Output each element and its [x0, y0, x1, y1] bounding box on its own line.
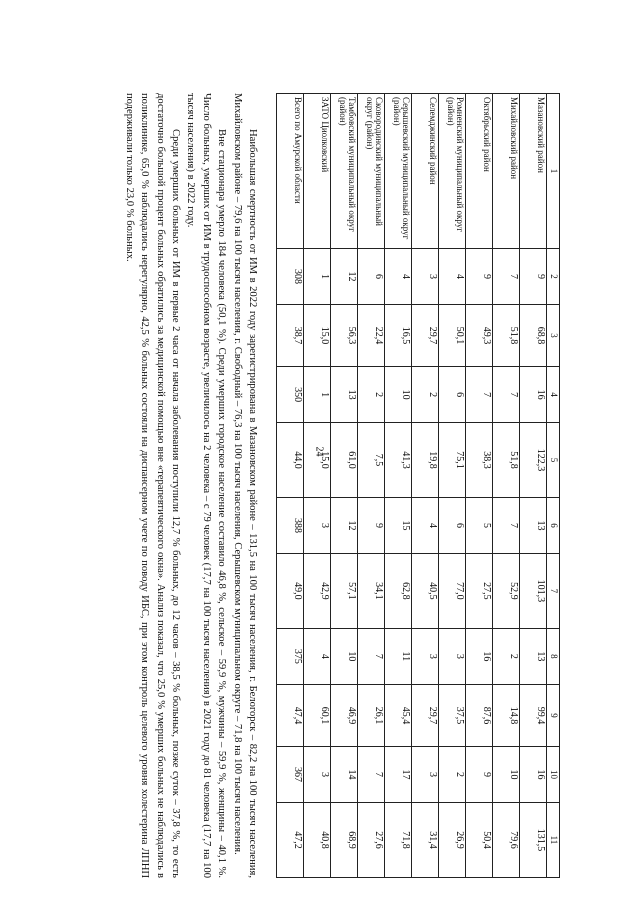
table-cell: 16: [466, 628, 493, 684]
table-cell: 68,9: [331, 802, 358, 877]
paragraph: Вне стационара умерло 184 человека (50,1 %). Среди умерших городское население составило 46,8 %, сельское – 59,9 %, мужчины – 59,9 %, женщины – 40,1 %. Число больных, умерших от ИМ в трудоспособном возрасте, увеличилось на 2 человека – с 79 человек (17,7 на 100 тысяч населения) в 2021 году до 81 человека (17,7 на 100 тысяч населения) в 2022 году.: [185, 93, 228, 878]
table-cell: 1: [304, 367, 331, 423]
region-name-cell: Тамбовский муниципальный округ (район): [331, 94, 358, 249]
table-header-cell: 7: [547, 553, 560, 628]
table-cell: 6: [358, 249, 385, 305]
table-cell: 9: [466, 249, 493, 305]
region-name-cell: ЗАТО Циолковский: [304, 94, 331, 249]
table-cell: 15,0: [304, 304, 331, 366]
table-cell: 13: [331, 367, 358, 423]
table-cell: 3: [439, 628, 466, 684]
table-cell: 40,5: [412, 553, 439, 628]
table-cell: 14: [331, 747, 358, 803]
table-row: [385, 94, 412, 878]
body-text: [121, 93, 260, 878]
table-header-cell: 8: [547, 628, 560, 684]
table-cell: 4: [412, 498, 439, 554]
table-row: [331, 94, 358, 878]
table-cell: 26,1: [358, 684, 385, 746]
table-cell: 46,9: [331, 684, 358, 746]
table-cell: 4: [304, 628, 331, 684]
table-cell: 7: [493, 249, 520, 305]
table-cell: 13: [520, 498, 547, 554]
table-cell: 71,8: [385, 802, 412, 877]
table-cell: 38,7: [277, 304, 304, 366]
table-row: [466, 94, 493, 878]
table-cell: 15: [385, 498, 412, 554]
table-cell: 75,1: [439, 423, 466, 498]
table-cell: 16: [520, 367, 547, 423]
table-cell: 2: [439, 747, 466, 803]
table-cell: 14,8: [493, 684, 520, 746]
table-row: [277, 94, 304, 878]
table-cell: 38,3: [466, 423, 493, 498]
table-cell: 19,8: [412, 423, 439, 498]
table-cell: 13: [520, 628, 547, 684]
table-header-cell: 9: [547, 684, 560, 746]
table-cell: 6: [439, 498, 466, 554]
table-cell: 10: [331, 628, 358, 684]
table-cell: 10: [385, 367, 412, 423]
table-cell: 31,4: [412, 802, 439, 877]
table-cell: 22,4: [358, 304, 385, 366]
table-cell: 375: [277, 628, 304, 684]
paragraph: Среди умерших больных от ИМ в первые 2 часа от начала заболевания поступили 12,7 % больных, до 12 часов – 38,5 % больных, позже суток – 37,8 %, то есть достаточно большой процент больных обратились за медицинской помощью вне «терапевтического окна». Анализ показал, что 25,0 % умерших больных не наблюдались в поликлинике, 65,0 % наблюдались нерегулярно, 42,5 % больных состояли на диспансерном учете по поводу ИБС, при этом контроль целевого уровня холестерина ЛПНП подерживали только 23,0 % больных.: [123, 93, 181, 878]
table-cell: 7: [466, 367, 493, 423]
table-cell: 49,0: [277, 553, 304, 628]
table-cell: 29,7: [412, 304, 439, 366]
region-name-cell: Михайловский район: [493, 94, 520, 249]
table-header-cell: 4: [547, 367, 560, 423]
table-cell: 7: [358, 747, 385, 803]
table-cell: 5: [466, 498, 493, 554]
table-cell: 11: [385, 628, 412, 684]
table-cell: 41,3: [385, 423, 412, 498]
mortality-table: [276, 93, 560, 878]
region-name-cell: Октябрьский район: [466, 94, 493, 249]
table-cell: 101,3: [520, 553, 547, 628]
table-cell: 68,8: [520, 304, 547, 366]
region-name-cell: Серышевский муниципальный округ (район): [385, 94, 412, 249]
table-cell: 62,8: [385, 553, 412, 628]
table-cell: 17: [385, 747, 412, 803]
table-cell: 2: [493, 628, 520, 684]
table-cell: 49,3: [466, 304, 493, 366]
table-cell: 27,6: [358, 802, 385, 877]
table-cell: 3: [412, 747, 439, 803]
table-cell: 16,5: [385, 304, 412, 366]
table-cell: 61,0: [331, 423, 358, 498]
table-row: [493, 94, 520, 878]
rotated-page-content: [80, 93, 560, 878]
table-row: [304, 94, 331, 878]
table-cell: 79,6: [493, 802, 520, 877]
table-header-cell: 3: [547, 304, 560, 366]
table-row: [358, 94, 385, 878]
table-cell: 4: [385, 249, 412, 305]
table-cell: 15,0: [304, 423, 331, 498]
table-header-cell: 11: [547, 802, 560, 877]
table-cell: 34,1: [358, 553, 385, 628]
table-cell: 367: [277, 747, 304, 803]
table-header-cell: 1: [547, 94, 560, 249]
table-cell: 29,7: [412, 684, 439, 746]
table-cell: 2: [412, 367, 439, 423]
paragraph: Наибольшая смертность от ИМ в 2022 году зарегистрирована в Мазановском районе – 131,5 на 100 тысяч населения, г. Белогорск – 82,2 на 100 тысяч населения, Михайловском районе – 79,6 на 100 тысяч населения, г. Свободный – 76,3 на 100 тысяч населения, Серышевском муниципальном округе – 71,8 на 100 тысяч населения.: [231, 93, 258, 878]
table-cell: 9: [520, 249, 547, 305]
table-cell: 50,1: [439, 304, 466, 366]
table-header-cell: 6: [547, 498, 560, 554]
region-name-cell: Сковородинский муниципальный округ (район): [358, 94, 385, 249]
region-name-cell: Ромненский муниципальный округ (район): [439, 94, 466, 249]
table-row: [412, 94, 439, 878]
table-cell: 47,2: [277, 802, 304, 877]
table-cell: 87,6: [466, 684, 493, 746]
table-cell: 7: [493, 498, 520, 554]
table-header-cell: 5: [547, 423, 560, 498]
table-cell: 7: [493, 367, 520, 423]
table-cell: 52,9: [493, 553, 520, 628]
table-cell: 12: [331, 249, 358, 305]
table-cell: 50,4: [466, 802, 493, 877]
table-cell: 16: [520, 747, 547, 803]
table-cell: 3: [412, 249, 439, 305]
table-cell: 51,8: [493, 423, 520, 498]
table-cell: 40,8: [304, 802, 331, 877]
table-cell: 3: [304, 498, 331, 554]
table-cell: 131,5: [520, 802, 547, 877]
table-cell: 26,9: [439, 802, 466, 877]
region-name-cell: Мазановский район: [520, 94, 547, 249]
table-cell: 1: [304, 249, 331, 305]
table-cell: 77,0: [439, 553, 466, 628]
table-cell: 7,5: [358, 423, 385, 498]
page-number: 24: [313, 446, 325, 457]
table-cell: 27,5: [466, 553, 493, 628]
table-cell: 45,4: [385, 684, 412, 746]
table-header-cell: 10: [547, 747, 560, 803]
table-row: [520, 94, 547, 878]
table-cell: 9: [358, 498, 385, 554]
table-cell: 37,5: [439, 684, 466, 746]
table-header-cell: 2: [547, 249, 560, 305]
table-cell: 122,3: [520, 423, 547, 498]
table-cell: 3: [412, 628, 439, 684]
table-cell: 56,3: [331, 304, 358, 366]
table-cell: 7: [358, 628, 385, 684]
region-name-cell: Селемджинский район: [412, 94, 439, 249]
table-cell: 42,9: [304, 553, 331, 628]
table-cell: 12: [331, 498, 358, 554]
table-header-row: [547, 94, 560, 878]
table-cell: 6: [439, 367, 466, 423]
table-cell: 47,4: [277, 684, 304, 746]
table-cell: 2: [358, 367, 385, 423]
table-cell: 99,4: [520, 684, 547, 746]
table-cell: 44,0: [277, 423, 304, 498]
table-cell: 57,1: [331, 553, 358, 628]
table-cell: 51,8: [493, 304, 520, 366]
table-cell: 10: [493, 747, 520, 803]
table-cell: 388: [277, 498, 304, 554]
region-name-cell: Всего по Амурской области: [277, 94, 304, 249]
table-cell: 60,1: [304, 684, 331, 746]
table-cell: 3: [304, 747, 331, 803]
table-cell: 308: [277, 249, 304, 305]
table-row: [439, 94, 466, 878]
table-cell: 350: [277, 367, 304, 423]
table-cell: 9: [466, 747, 493, 803]
table-cell: 4: [439, 249, 466, 305]
